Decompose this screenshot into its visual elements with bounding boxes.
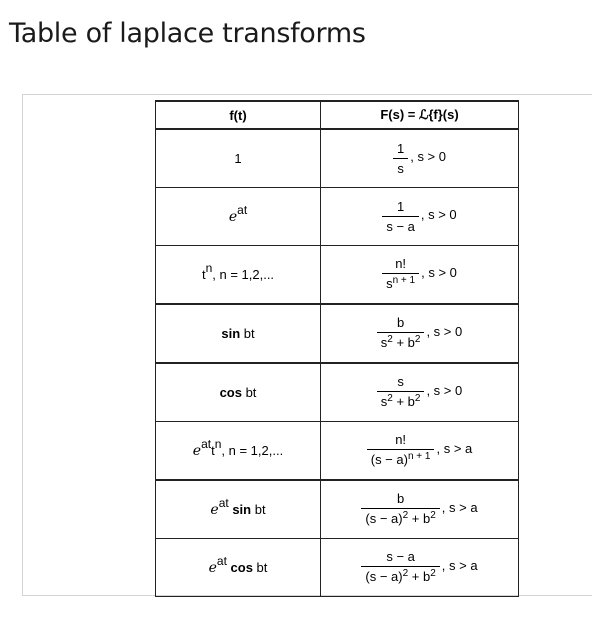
ft-text: 1 [234, 151, 242, 166]
numerator: b [396, 315, 405, 330]
ft-cell [156, 480, 321, 539]
ft-cell [156, 363, 321, 422]
den-exponent: 2 [402, 510, 409, 521]
numerator: b [396, 491, 405, 506]
den-exponent: 2 [414, 393, 421, 404]
condition: , s > 0 [426, 383, 463, 398]
ft-func: sin [221, 326, 241, 341]
den-exponent: 2 [387, 393, 393, 404]
condition: , s > 0 [410, 149, 446, 164]
fraction [361, 491, 439, 528]
den-base: s [386, 276, 393, 291]
denominator [377, 332, 425, 352]
den-a: s [380, 335, 388, 350]
ft-rest: bt [252, 559, 268, 575]
den-exponent: 2 [402, 568, 409, 579]
ft-cell [156, 304, 321, 363]
denominator [377, 391, 425, 411]
ft-exponent: at [237, 202, 248, 217]
ft-func: cos [230, 559, 253, 575]
condition: , s > 0 [426, 324, 463, 339]
fraction [377, 374, 425, 411]
numerator: n! [395, 256, 407, 271]
ft-base: e [228, 208, 238, 225]
Fs-cell [321, 304, 519, 363]
ft-func: sin [232, 501, 252, 517]
condition: , s > 0 [421, 265, 457, 280]
numerator: n! [395, 432, 407, 447]
denominator: s [393, 158, 408, 176]
den-a: s [380, 394, 388, 409]
ft-base: t [201, 267, 206, 282]
den-exponent: 2 [414, 334, 421, 345]
condition: , s > a [441, 500, 478, 515]
den-a: (s − a) [365, 511, 403, 526]
numerator: s [397, 374, 404, 389]
den-mid: + b [408, 511, 431, 526]
ft-exponent: at [218, 495, 229, 510]
ft-base-2: t [211, 442, 215, 458]
fraction [393, 141, 408, 176]
ft-rest: , n = 1,2,... [221, 442, 284, 458]
table-row [156, 363, 519, 422]
header-ft: f(t) [156, 101, 321, 129]
header-Fs: F(s) = ℒ{f}(s) [321, 101, 519, 129]
den-exponent: 2 [387, 334, 393, 345]
ft-cell [156, 188, 321, 246]
denominator [382, 273, 419, 293]
denominator: s − a [382, 216, 419, 234]
den-exponent: 2 [430, 568, 436, 579]
table-row [156, 539, 519, 597]
denominator [367, 449, 435, 469]
denominator [361, 508, 439, 528]
fraction [382, 199, 419, 234]
ft-exponent-2: n [214, 436, 222, 451]
table-row [156, 304, 519, 363]
ft-base: e [192, 442, 202, 459]
table-row [156, 480, 519, 539]
den-mid: + b [392, 335, 415, 350]
numerator: s − a [386, 549, 415, 564]
condition: , s > 0 [420, 207, 457, 222]
numerator: 1 [396, 199, 405, 214]
ft-cell [156, 129, 321, 188]
fraction [361, 549, 439, 586]
den-mid: + b [408, 569, 431, 584]
fraction [367, 432, 435, 469]
den-a: (s − a) [365, 569, 403, 584]
ft-rest: bt [241, 385, 257, 400]
denominator [361, 566, 439, 586]
table-row [156, 188, 519, 246]
ft-base: e [208, 559, 217, 576]
Fs-cell [321, 188, 519, 246]
ft-exponent: n [205, 261, 213, 275]
ft-func: cos [219, 385, 242, 400]
ft-cell [156, 422, 321, 481]
page-title: Table of laplace transforms [9, 18, 366, 49]
ft-base: e [210, 501, 219, 518]
Fs-cell [321, 363, 519, 422]
ft-exponent: at [201, 436, 212, 451]
Fs-cell [321, 539, 519, 597]
den-exponent: n + 1 [407, 451, 431, 462]
Fs-cell [321, 246, 519, 305]
fraction [382, 256, 419, 293]
numerator: 1 [396, 141, 405, 156]
Fs-cell [321, 480, 519, 539]
ft-rest: bt [251, 501, 266, 517]
ft-exponent: at [216, 553, 227, 568]
ft-cell [156, 246, 321, 305]
table-row [156, 422, 519, 481]
fraction [377, 315, 425, 352]
condition: , s > a [436, 441, 473, 456]
Fs-cell [321, 422, 519, 481]
table-row [156, 246, 519, 305]
ft-rest: bt [240, 326, 255, 341]
laplace-table [155, 100, 519, 597]
ft-cell [156, 539, 321, 597]
den-exponent: 2 [430, 510, 436, 521]
Fs-cell [321, 129, 519, 188]
den-exponent: n + 1 [392, 275, 416, 286]
den-mid: + b [392, 394, 415, 409]
ft-rest: , n = 1,2,... [212, 267, 275, 282]
den-base: (s − a) [370, 452, 408, 467]
condition: , s > a [441, 558, 478, 573]
table-row [156, 129, 519, 188]
